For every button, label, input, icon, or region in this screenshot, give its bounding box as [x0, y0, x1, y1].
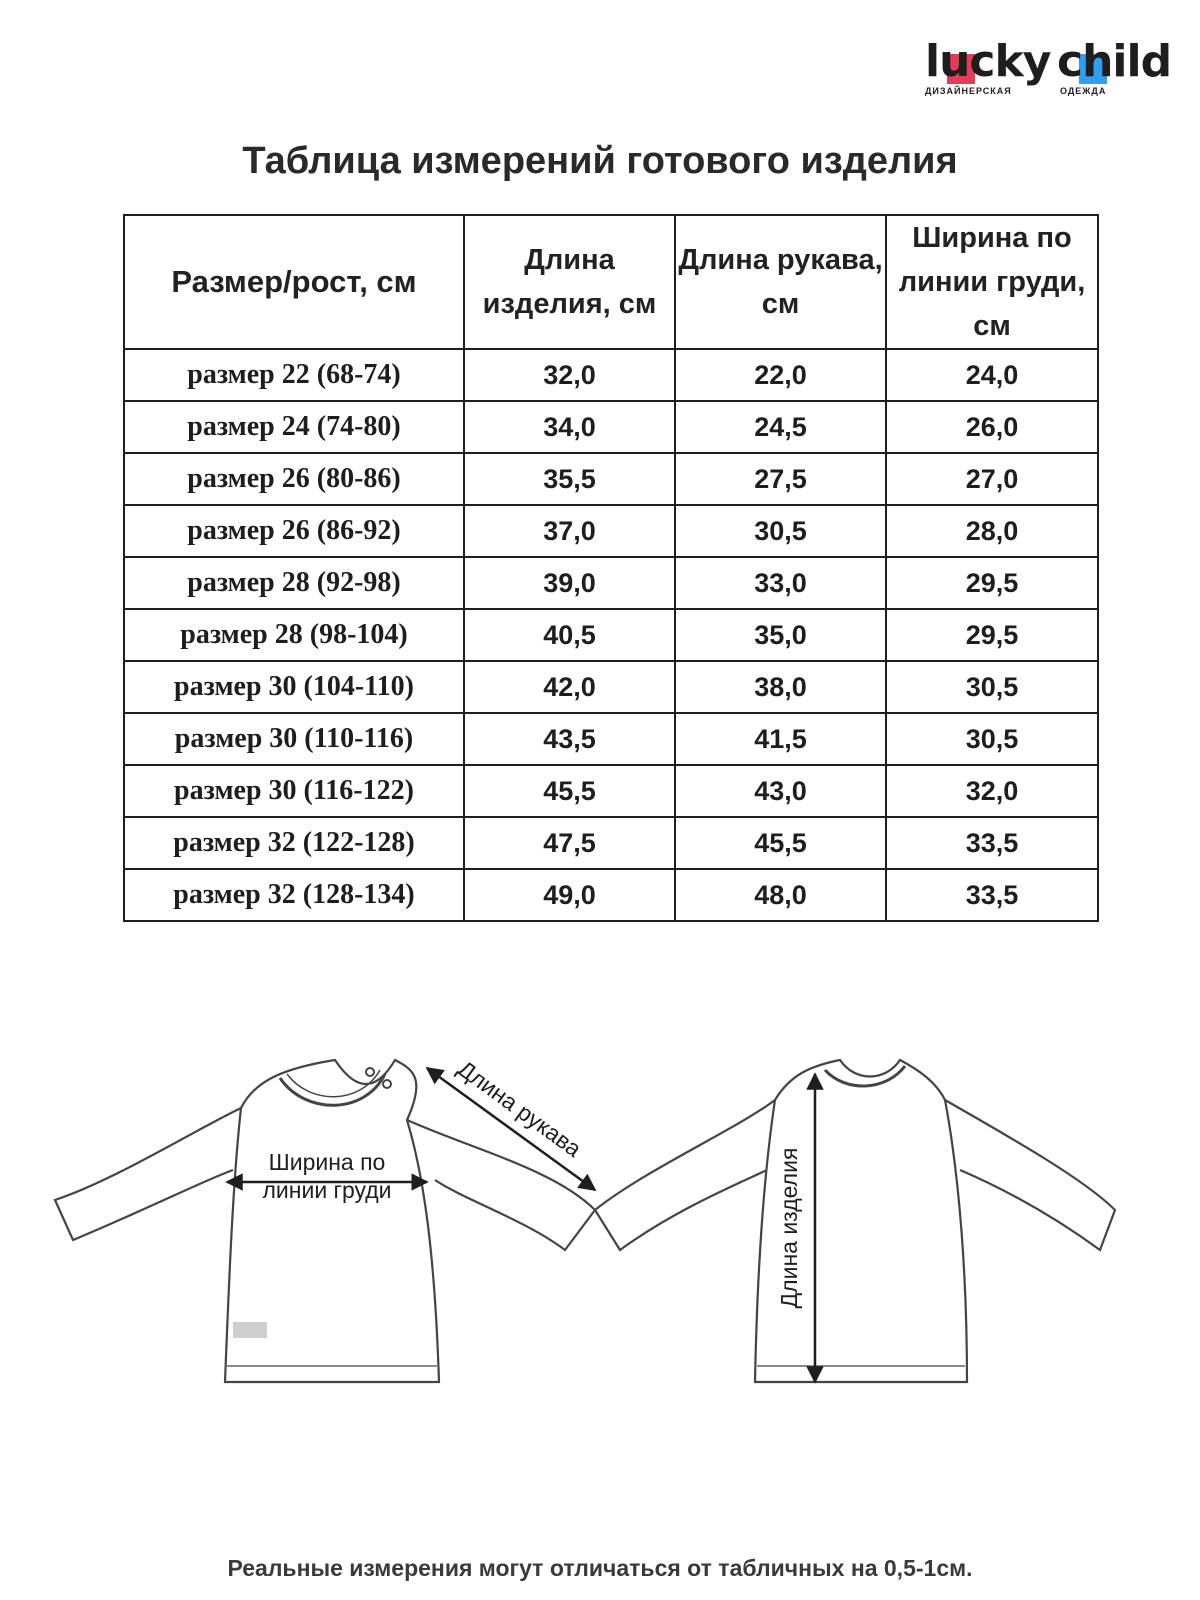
- size-table: [123, 214, 1099, 922]
- page-title: Таблица измерений готового изделия: [242, 140, 958, 182]
- cell-chest: 28,0: [886, 505, 1098, 557]
- logo-tagline-1: ДИЗАЙНЕРСКАЯ: [925, 86, 1012, 96]
- back-shirt-outline: [595, 1060, 1115, 1382]
- chest-label-line2: линии груди: [262, 1177, 392, 1203]
- cell-sleeve: 27,5: [675, 453, 886, 505]
- header-length: Длина изделия, см: [464, 215, 675, 349]
- sleeve-label: Длина рукава: [453, 1055, 587, 1162]
- table-row: [124, 557, 1098, 609]
- cell-size: размер 28 (92-98): [124, 557, 464, 609]
- cell-sleeve: 41,5: [675, 713, 886, 765]
- cell-size: размер 24 (74-80): [124, 401, 464, 453]
- cell-length: 45,5: [464, 765, 675, 817]
- length-label: Длина изделия: [776, 1147, 802, 1309]
- cell-length: 34,0: [464, 401, 675, 453]
- table-row: [124, 401, 1098, 453]
- logo-word-lucky: lucky: [925, 36, 1051, 87]
- header-chest: Ширина по линии груди, см: [886, 215, 1098, 349]
- cell-length: 40,5: [464, 609, 675, 661]
- table-row: [124, 661, 1098, 713]
- cell-sleeve: 38,0: [675, 661, 886, 713]
- cell-chest: 29,5: [886, 557, 1098, 609]
- cell-size: размер 28 (98-104): [124, 609, 464, 661]
- cell-chest: 32,0: [886, 765, 1098, 817]
- cell-chest: 30,5: [886, 713, 1098, 765]
- table-row: [124, 817, 1098, 869]
- cell-sleeve: 45,5: [675, 817, 886, 869]
- table-row: [124, 765, 1098, 817]
- cell-chest: 27,0: [886, 453, 1098, 505]
- cell-sleeve: 30,5: [675, 505, 886, 557]
- button-icon: [383, 1080, 391, 1088]
- cell-size: размер 26 (86-92): [124, 505, 464, 557]
- table-row: [124, 713, 1098, 765]
- header-sleeve: Длина рукава, см: [675, 215, 886, 349]
- table-row: [124, 869, 1098, 921]
- cell-sleeve: 24,5: [675, 401, 886, 453]
- cell-sleeve: 22,0: [675, 349, 886, 401]
- cell-sleeve: 43,0: [675, 765, 886, 817]
- cell-length: 32,0: [464, 349, 675, 401]
- table-row: [124, 349, 1098, 401]
- header-size: Размер/рост, см: [124, 215, 464, 349]
- cell-sleeve: 35,0: [675, 609, 886, 661]
- cell-size: размер 30 (116-122): [124, 765, 464, 817]
- cell-chest: 29,5: [886, 609, 1098, 661]
- cell-size: размер 32 (128-134): [124, 869, 464, 921]
- cell-size: размер 26 (80-86): [124, 453, 464, 505]
- logo-word-child: child: [1057, 36, 1172, 87]
- cell-length: 37,0: [464, 505, 675, 557]
- logo-tagline-2: ОДЕЖДА: [1060, 86, 1107, 96]
- cell-chest: 24,0: [886, 349, 1098, 401]
- button-icon: [366, 1068, 374, 1076]
- cell-length: 39,0: [464, 557, 675, 609]
- cell-size: размер 30 (104-110): [124, 661, 464, 713]
- cell-length: 42,0: [464, 661, 675, 713]
- cell-size: размер 22 (68-74): [124, 349, 464, 401]
- cell-length: 49,0: [464, 869, 675, 921]
- cell-length: 43,5: [464, 713, 675, 765]
- cell-length: 35,5: [464, 453, 675, 505]
- chest-label-line1: Ширина по: [268, 1149, 386, 1175]
- cell-sleeve: 48,0: [675, 869, 886, 921]
- cell-chest: 33,5: [886, 869, 1098, 921]
- brand-logo: [925, 36, 1175, 98]
- cell-chest: 33,5: [886, 817, 1098, 869]
- cell-chest: 26,0: [886, 401, 1098, 453]
- label-patch: [233, 1322, 267, 1338]
- table-row: [124, 609, 1098, 661]
- cell-sleeve: 33,0: [675, 557, 886, 609]
- table-row: [124, 453, 1098, 505]
- cell-size: размер 30 (110-116): [124, 713, 464, 765]
- table-header-row: [124, 215, 1098, 349]
- footnote: Реальные измерения могут отличаться от табличных на 0,5-1см.: [227, 1555, 973, 1581]
- table-row: [124, 505, 1098, 557]
- cell-size: размер 32 (122-128): [124, 817, 464, 869]
- cell-chest: 30,5: [886, 661, 1098, 713]
- cell-length: 47,5: [464, 817, 675, 869]
- garment-diagram: [55, 1055, 1155, 1400]
